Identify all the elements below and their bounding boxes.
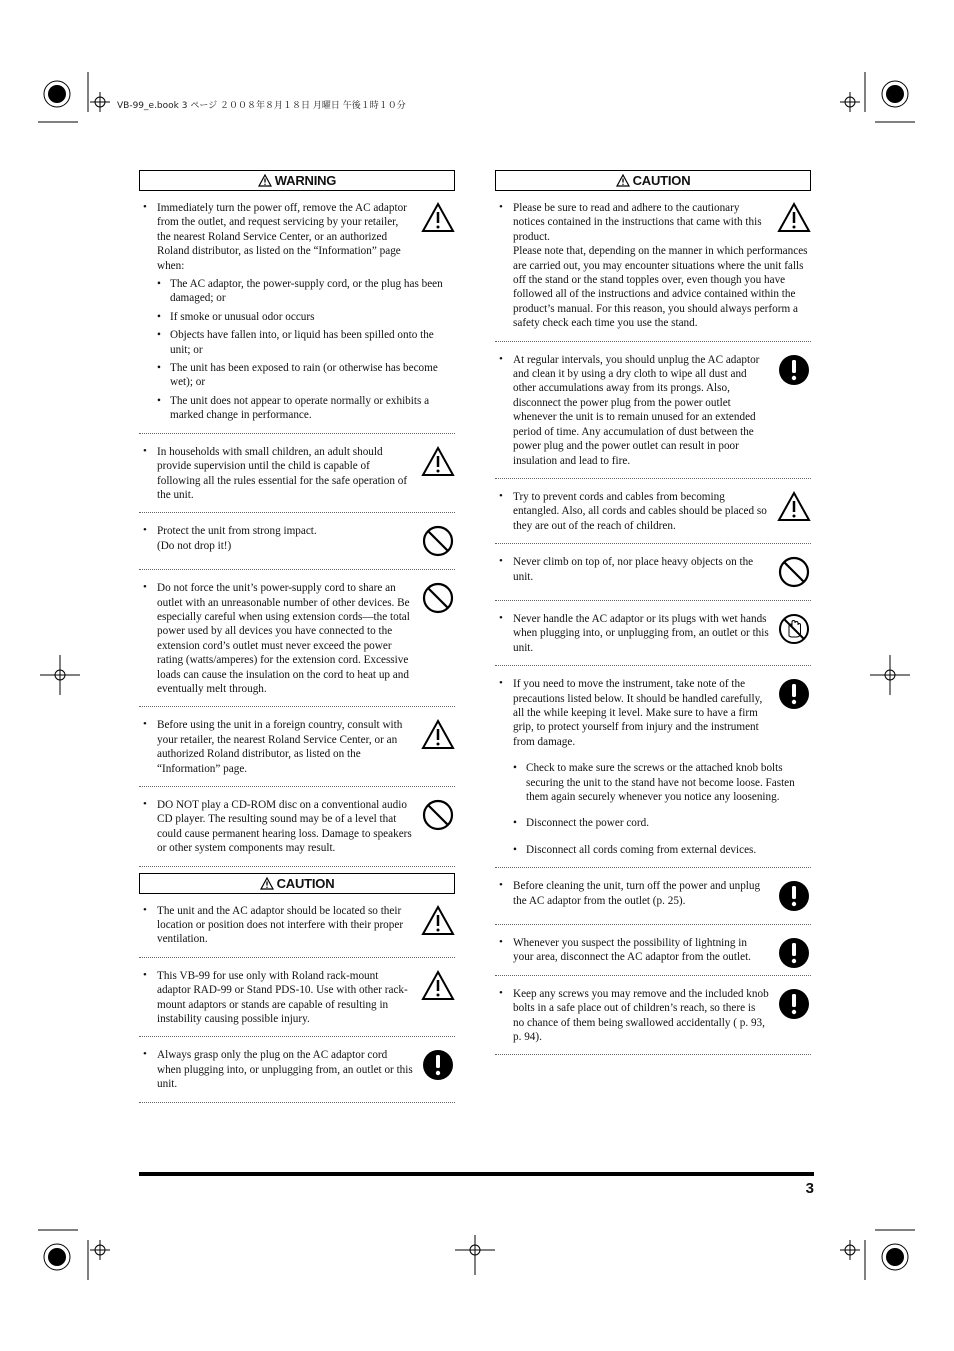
item-text: Please be sure to read and adhere to the cautionary notices contained in the instructions that came with this product. xyxy=(513,202,762,243)
item-text: Do not force the unit’s power-supply cord to share an outlet with an unreasonable number of other devices. Be especially careful when using extension cords—the total power used by all devices you have connected to the extension cord’s outlet must never exceed the power rating (watts/amperes) for the extension cord. Excessive loads can cause the insulation on the cord to heat up and eventually melt through. xyxy=(157,582,410,695)
item-text: Before cleaning the unit, turn off the power and unplug the AC adaptor from the outlet (p. 25). xyxy=(513,880,761,907)
caution-header xyxy=(495,170,811,191)
warning-triangle-icon xyxy=(421,969,455,1003)
caution-item: • If you need to move the instrument, take note of the precautions listed below. It should be handled carefully, all the while keeping it level. Make sure to have a firm grip, to protect yourself from injury and the instrument from damage. • Check to make sure the screws or the attached knob bolts securing the unit to the stand have not become loose. Fasten them again securely whenever you notice any loosening. • Disconnect the power cord. • Disconnect all cords coming from external devices. xyxy=(495,677,811,868)
footer-rule xyxy=(139,1172,814,1176)
sub-list xyxy=(157,277,443,423)
sub-item: • Check to make sure the screws or the attached knob bolts securing the unit to the stand have not become loose. Fasten them again securely whenever you notice any loosening. xyxy=(513,761,809,804)
mandatory-icon xyxy=(777,677,811,711)
caution-item: • The unit and the AC adaptor should be located so their location or position does not interfere with their proper ventilation. xyxy=(139,904,455,958)
item-text: Never handle the AC adaptor or its plugs with wet hands when plugging into, or unplugging from, an outlet or this unit. xyxy=(513,612,769,654)
mandatory-icon xyxy=(777,987,811,1021)
caution-item: • Whenever you suspect the possibility of lightning in your area, disconnect the AC adaptor from the outlet. xyxy=(495,936,811,976)
caution-item: • Never handle the AC adaptor or its plugs with wet hands when plugging into, or unplugging from, an outlet or this unit. xyxy=(495,612,811,666)
warning-item: • DO NOT play a CD-ROM disc on a conventional audio CD player. The resulting sound may be of a level that could cause permanent hearing loss. Damage to speakers or other system components may result. xyxy=(139,798,455,867)
item-text: DO NOT play a CD-ROM disc on a conventional audio CD player. The resulting sound may be of a level that could cause permanent hearing loss. Damage to speakers or other system components may result. xyxy=(157,799,412,855)
registration-mark-top-right xyxy=(820,72,915,152)
caution-item: • Always grasp only the plug on the AC adaptor cord when plugging into, or unplugging from, an outlet or this unit. xyxy=(139,1048,455,1102)
item-text: Immediately turn the power off, remove the AC adaptor from the outlet, and request servicing by your retailer, the nearest Roland Service Center, or an authorized Roland distributor, as listed on the “Information” page when: xyxy=(157,202,407,272)
sub-item: • If smoke or unusual odor occurs xyxy=(157,310,453,324)
item-text: Protect the unit from strong impact. xyxy=(157,525,317,538)
caution-item: • Please be sure to read and adhere to the cautionary notices contained in the instructions that came with this product. Please note that, depending on the manner in which performances are carried out, you may encounter situations where the unit falls off the stand or the stand topples over, even though you have followed all of the instructions and advice contained within the product’s manual. For this reason, you should always perform a safety check each time you use the stand. xyxy=(495,201,811,342)
registration-mark-bottom-right xyxy=(820,1195,915,1280)
registration-mark-top-left xyxy=(38,72,128,152)
item-text: Whenever you suspect the possibility of lightning in your area, disconnect the AC adaptor from the outlet. xyxy=(513,937,751,964)
mandatory-icon xyxy=(777,353,811,387)
sub-item: • Objects have fallen into, or liquid has been spilled onto the unit; or xyxy=(157,328,453,357)
caution-title: CAUTION xyxy=(276,875,335,891)
item-text: In households with small children, an adult should provide supervision until the child is capable of following all the rules essential for the safe operation of the unit. xyxy=(157,445,408,501)
registration-mark-bottom-left xyxy=(38,1195,128,1280)
warning-triangle-icon xyxy=(777,490,811,524)
caution-header xyxy=(139,873,455,894)
warning-item: • In households with small children, an adult should provide supervision until the child is capable of following all the rules essential for the safe operation of the unit. xyxy=(139,445,455,514)
warning-triangle-icon xyxy=(421,718,455,752)
item-text: At regular intervals, you should unplug the AC adaptor and clean it by using a dry cloth to wipe all dust and other accumulations away from its prongs. Also, disconnect the power plug from the power outlet whenever the unit is to remain unused for an extended period of time. Any accumulation of dust between the power plug and the power outlet can result in poor insulation and lead to fire. xyxy=(513,353,760,467)
caution-item: • Keep any screws you may remove and the included knob bolts in a safe place out of children’s reach, so there is no chance of them being swallowed accidentally ( p. 93, p. 94). xyxy=(495,987,811,1056)
item-text: Before using the unit in a foreign country, consult with your retailer, the nearest Roland Service Center, or an authorized Roland distributor, as listed on the “Information” page. xyxy=(157,719,403,775)
caution-title: CAUTION xyxy=(632,173,691,188)
item-text-secondary: (Do not drop it!) xyxy=(157,539,232,552)
prohibited-icon xyxy=(421,581,455,615)
warning-triangle-icon xyxy=(777,201,811,235)
caution-item: • Try to prevent cords and cables from becoming entangled. Also, all cords and cables should be placed so they are out of the reach of children. xyxy=(495,490,811,544)
warning-item: • Do not force the unit’s power-supply cord to share an outlet with an unreasonable number of other devices. Be especially careful when using extension cords—the total power used by all devices you have connected to the extension cord’s outlet must never exceed the power rating (watts/amperes) for the extension cord. Excessive loads can cause the insulation on the cord to heat up and eventually melt through. xyxy=(139,581,455,707)
prohibited-icon xyxy=(421,524,455,558)
warning-triangle-icon xyxy=(421,904,455,938)
item-text: The unit and the AC adaptor should be located so their location or position does not interfere with their proper ventilation. xyxy=(157,904,404,946)
warning-item: • Before using the unit in a foreign country, consult with your retailer, the nearest Roland Service Center, or an authorized Roland distributor, as listed on the “Information” page. xyxy=(139,718,455,787)
sub-item: • The unit has been exposed to rain (or otherwise has become wet); or xyxy=(157,361,453,390)
page-number: 3 xyxy=(805,1180,814,1197)
sub-item: • Disconnect the power cord. xyxy=(513,816,809,830)
item-text: If you need to move the instrument, take note of the precautions listed below. It should be handled carefully, all the while keeping it level. Make sure to have a firm grip, to protect yourself from injury and the instrument from damage. xyxy=(513,678,763,748)
warning-triangle-icon xyxy=(258,174,272,187)
sub-item: • The AC adaptor, the power-supply cord, or the plug has been damaged; or xyxy=(157,277,453,306)
caution-item: • At regular intervals, you should unplug the AC adaptor and clean it by using a dry cloth to wipe all dust and other accumulations away from its prongs. Also, disconnect the power plug from the power outlet whenever the unit is to remain unused for an extended period of time. Any accumulation of dust between the power plug and the power outlet can result in poor insulation and lead to fire. xyxy=(495,353,811,479)
warning-item: • Protect the unit from strong impact. (Do not drop it!) xyxy=(139,524,455,570)
prohibited-icon xyxy=(421,798,455,832)
prohibited-icon xyxy=(777,555,811,589)
registration-mark-middle-left xyxy=(40,655,80,695)
right-column xyxy=(495,170,811,1055)
item-text: Keep any screws you may remove and the included knob bolts in a safe place out of children’s reach, so there is no chance of them being swallowed accidentally ( p. 93, p. 94). xyxy=(513,987,769,1044)
warning-triangle-icon xyxy=(421,201,455,235)
sub-item: • The unit does not appear to operate normally or exhibits a marked change in performance. xyxy=(157,394,453,423)
warning-item: • Immediately turn the power off, remove the AC adaptor from the outlet, and request servicing by your retailer, the nearest Roland Service Center, or an authorized Roland distributor, as listed on the “Information” page when: • The AC adaptor, the power-supply cord, or the plug has been damaged; or • If smoke or unusual odor occurs • Objects have fallen into, or liquid has been spilled onto the unit; or • The unit has been exposed to rain (or otherwise has become wet); or • The unit does not appear to operate normally or exhibits a marked change in performance. xyxy=(139,201,455,434)
item-text-secondary: Please note that, depending on the manner in which performances are carried out, you may encounter situations where the unit falls off the stand or the stand topples over, even though you have followed all of the instructions and advice contained within the product’s manual. For this reason, you should always perform a safety check each time you use the stand. xyxy=(513,245,808,330)
warning-header xyxy=(139,170,455,191)
warning-triangle-icon xyxy=(421,445,455,479)
registration-mark-middle-right xyxy=(870,655,910,695)
caution-item: • This VB-99 for use only with Roland rack-mount adaptor RAD-99 or Stand PDS-10. Use with other rack-mount adaptors or stands are capable of resulting in instability causing possible injury. xyxy=(139,969,455,1038)
mandatory-icon xyxy=(777,879,811,913)
caution-item: • Before cleaning the unit, turn off the power and unplug the AC adaptor from the outlet (p. 25). xyxy=(495,879,811,925)
no-wet-hands-icon xyxy=(777,612,811,646)
warning-title: WARNING xyxy=(274,173,337,188)
item-text: Always grasp only the plug on the AC adaptor cord when plugging into, or unplugging from, an outlet or this unit. xyxy=(157,1049,413,1091)
item-text: This VB-99 for use only with Roland rack-mount adaptor RAD-99 or Stand PDS-10. Use with other rack-mount adaptors or stands are capable of resulting in instability causing possible injury. xyxy=(157,969,408,1026)
mandatory-icon xyxy=(777,936,811,970)
warning-triangle-icon xyxy=(616,174,630,187)
item-text: Never climb on top of, nor place heavy objects on the unit. xyxy=(513,556,754,583)
item-text: Try to prevent cords and cables from becoming entangled. Also, all cords and cables should be placed so they are out of the reach of children. xyxy=(513,490,767,532)
caution-item: • Never climb on top of, nor place heavy objects on the unit. xyxy=(495,555,811,601)
sub-item: • Disconnect all cords coming from external devices. xyxy=(513,843,809,857)
mandatory-icon xyxy=(421,1048,455,1082)
warning-triangle-icon xyxy=(260,877,274,890)
print-header: VB-99_e.book 3 ページ ２００８年８月１８日 月曜日 午後１時１０分 xyxy=(117,101,406,111)
registration-mark-bottom-center xyxy=(455,1235,495,1275)
left-column xyxy=(139,170,455,1103)
